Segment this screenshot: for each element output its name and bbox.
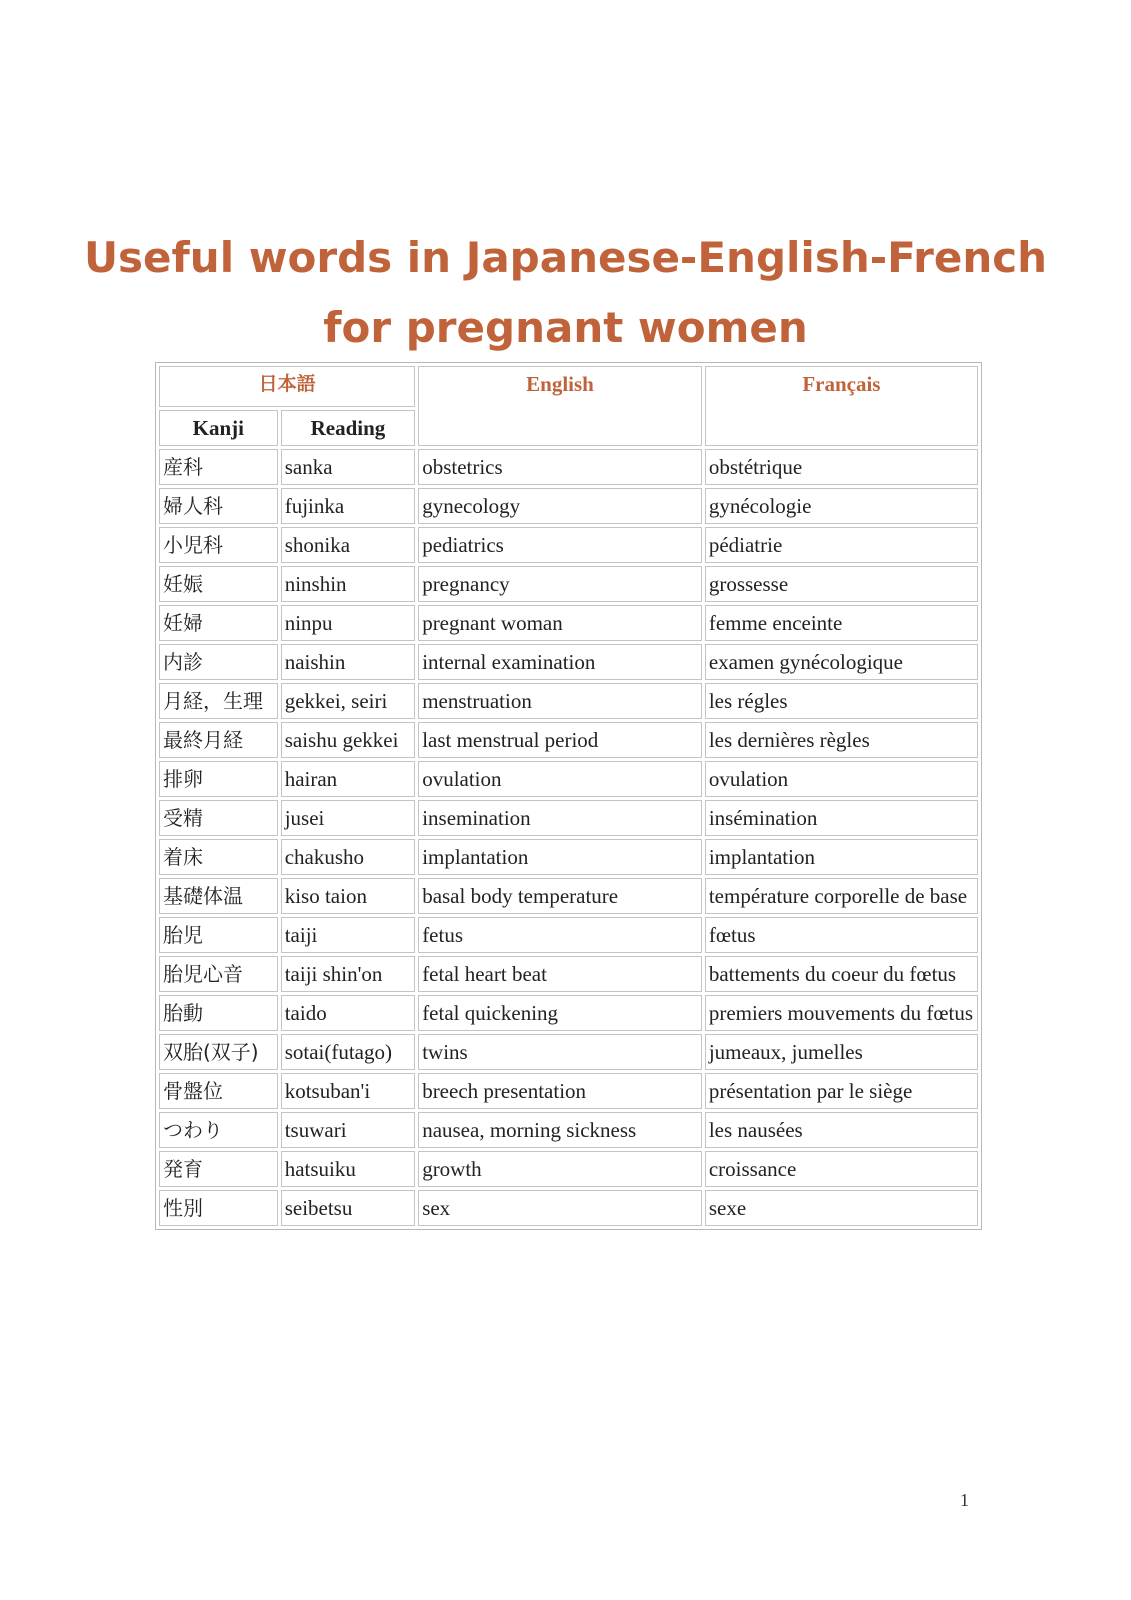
table-row — [159, 1190, 978, 1226]
english-cell: sex — [418, 1190, 702, 1226]
reading-cell: kiso taion — [281, 878, 415, 914]
kanji-cell: 妊娠 — [159, 566, 278, 602]
reading-cell: hatsuiku — [281, 1151, 415, 1187]
english-cell: nausea, morning sickness — [418, 1112, 702, 1148]
table-row — [159, 1073, 978, 1109]
kanji-cell: 内診 — [159, 644, 278, 680]
table-row — [159, 1151, 978, 1187]
reading-cell: naishin — [281, 644, 415, 680]
kanji-cell: 胎動 — [159, 995, 278, 1031]
table-row — [159, 527, 978, 563]
table-row — [159, 605, 978, 641]
french-cell: croissance — [705, 1151, 978, 1187]
french-cell: les régles — [705, 683, 978, 719]
reading-cell: chakusho — [281, 839, 415, 875]
french-cell: les nausées — [705, 1112, 978, 1148]
header-english: English — [418, 366, 702, 446]
english-cell: growth — [418, 1151, 702, 1187]
table-row — [159, 761, 978, 797]
reading-cell: taido — [281, 995, 415, 1031]
english-cell: twins — [418, 1034, 702, 1070]
table-row — [159, 566, 978, 602]
kanji-cell: 妊婦 — [159, 605, 278, 641]
french-cell: pédiatrie — [705, 527, 978, 563]
table-row — [159, 722, 978, 758]
kanji-cell: 受精 — [159, 800, 278, 836]
table-row — [159, 995, 978, 1031]
french-cell: implantation — [705, 839, 978, 875]
english-cell: fetal quickening — [418, 995, 702, 1031]
reading-cell: tsuwari — [281, 1112, 415, 1148]
table-row — [159, 1112, 978, 1148]
page-title-line-2: for pregnant women — [323, 303, 808, 352]
kanji-cell: 性別 — [159, 1190, 278, 1226]
header-japanese: 日本語 — [159, 366, 415, 407]
table-row — [159, 644, 978, 680]
kanji-cell: 婦人科 — [159, 488, 278, 524]
table-row — [159, 956, 978, 992]
reading-cell: sanka — [281, 449, 415, 485]
french-cell: premiers mouvements du fœtus — [705, 995, 978, 1031]
kanji-cell: 基礎体温 — [159, 878, 278, 914]
header-row-languages — [159, 366, 978, 407]
vocabulary-table — [155, 362, 982, 1230]
kanji-cell: 産科 — [159, 449, 278, 485]
french-cell: insémination — [705, 800, 978, 836]
kanji-cell: 排卵 — [159, 761, 278, 797]
english-cell: pregnant woman — [418, 605, 702, 641]
kanji-cell: 胎児 — [159, 917, 278, 953]
french-cell: présentation par le siège — [705, 1073, 978, 1109]
kanji-cell: つわり — [159, 1112, 278, 1148]
table-row — [159, 800, 978, 836]
french-cell: température corporelle de base — [705, 878, 978, 914]
reading-cell: kotsuban'i — [281, 1073, 415, 1109]
french-cell: obstétrique — [705, 449, 978, 485]
header-reading: Reading — [281, 410, 415, 446]
reading-cell: hairan — [281, 761, 415, 797]
reading-cell: gekkei, seiri — [281, 683, 415, 719]
table-row — [159, 839, 978, 875]
french-cell: examen gynécologique — [705, 644, 978, 680]
english-cell: pregnancy — [418, 566, 702, 602]
french-cell: grossesse — [705, 566, 978, 602]
english-cell: obstetrics — [418, 449, 702, 485]
english-cell: insemination — [418, 800, 702, 836]
kanji-cell: 発育 — [159, 1151, 278, 1187]
vocabulary-table-body — [159, 449, 978, 1226]
english-cell: fetus — [418, 917, 702, 953]
header-french: Français — [705, 366, 978, 446]
reading-cell: saishu gekkei — [281, 722, 415, 758]
kanji-cell: 双胎(双子) — [159, 1034, 278, 1070]
kanji-cell: 骨盤位 — [159, 1073, 278, 1109]
english-cell: ovulation — [418, 761, 702, 797]
english-cell: menstruation — [418, 683, 702, 719]
french-cell: gynécologie — [705, 488, 978, 524]
header-kanji: Kanji — [159, 410, 278, 446]
table-row — [159, 878, 978, 914]
reading-cell: seibetsu — [281, 1190, 415, 1226]
english-cell: fetal heart beat — [418, 956, 702, 992]
table-row — [159, 1034, 978, 1070]
reading-cell: taiji — [281, 917, 415, 953]
french-cell: femme enceinte — [705, 605, 978, 641]
english-cell: internal examination — [418, 644, 702, 680]
kanji-cell: 胎児心音 — [159, 956, 278, 992]
reading-cell: ninpu — [281, 605, 415, 641]
reading-cell: jusei — [281, 800, 415, 836]
english-cell: pediatrics — [418, 527, 702, 563]
kanji-cell: 小児科 — [159, 527, 278, 563]
table-row — [159, 683, 978, 719]
english-cell: breech presentation — [418, 1073, 702, 1109]
kanji-cell: 最終月経 — [159, 722, 278, 758]
french-cell: fœtus — [705, 917, 978, 953]
kanji-cell: 月経，生理 — [159, 683, 278, 719]
reading-cell: ninshin — [281, 566, 415, 602]
table-row — [159, 917, 978, 953]
page-number: 1 — [960, 1490, 969, 1510]
page-title-line-1: Useful words in Japanese-English-French — [83, 233, 1048, 282]
english-cell: gynecology — [418, 488, 702, 524]
english-cell: implantation — [418, 839, 702, 875]
english-cell: last menstrual period — [418, 722, 702, 758]
french-cell: les dernières règles — [705, 722, 978, 758]
table-row — [159, 449, 978, 485]
french-cell: jumeaux, jumelles — [705, 1034, 978, 1070]
reading-cell: taiji shin'on — [281, 956, 415, 992]
reading-cell: sotai(futago) — [281, 1034, 415, 1070]
kanji-cell: 着床 — [159, 839, 278, 875]
french-cell: ovulation — [705, 761, 978, 797]
reading-cell: fujinka — [281, 488, 415, 524]
french-cell: battements du coeur du fœtus — [705, 956, 978, 992]
english-cell: basal body temperature — [418, 878, 702, 914]
reading-cell: shonika — [281, 527, 415, 563]
table-row — [159, 488, 978, 524]
french-cell: sexe — [705, 1190, 978, 1226]
